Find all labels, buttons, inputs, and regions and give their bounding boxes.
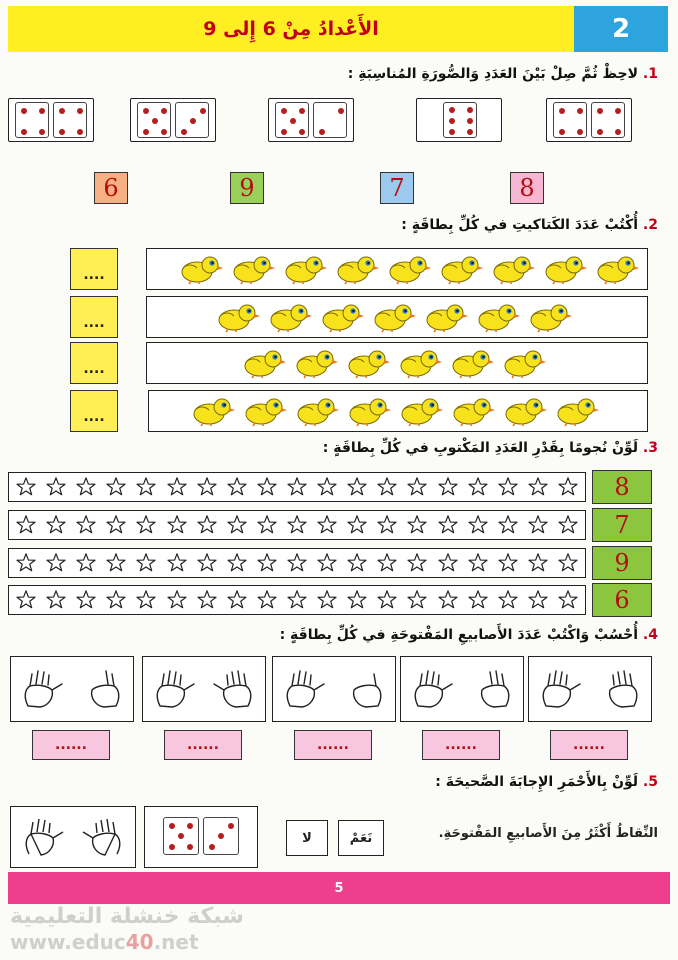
hands-card xyxy=(272,656,396,722)
star-icon[interactable] xyxy=(105,589,127,611)
star-icon[interactable] xyxy=(497,476,519,498)
star-icon[interactable] xyxy=(256,589,278,611)
ex2-text: أُكْتُبْ عَدَدَ الكَتاكيتِ في كُلِّ بِطاقَةٍ : xyxy=(401,217,639,233)
star-icon[interactable] xyxy=(226,476,248,498)
star-icon[interactable] xyxy=(286,476,308,498)
hand-icon xyxy=(464,668,516,710)
ex4-instruction xyxy=(280,627,658,643)
star-icon[interactable] xyxy=(256,552,278,574)
chick-icon xyxy=(448,347,494,379)
die-dot xyxy=(59,108,65,114)
die-dot xyxy=(338,108,344,114)
star-icon[interactable] xyxy=(226,589,248,611)
star-icon[interactable] xyxy=(467,476,489,498)
star-icon[interactable] xyxy=(45,589,67,611)
chick-icon xyxy=(345,395,391,427)
chick-icon xyxy=(241,395,287,427)
die-dot xyxy=(77,129,83,135)
die-dot xyxy=(161,129,167,135)
number-box-8[interactable]: 8 xyxy=(510,172,544,204)
die-dot xyxy=(299,129,305,135)
die xyxy=(443,102,477,138)
star-icon[interactable] xyxy=(166,476,188,498)
star-icon[interactable] xyxy=(105,552,127,574)
chick-icon xyxy=(189,395,235,427)
die-dot xyxy=(21,129,27,135)
answer-no-box[interactable]: لا xyxy=(286,820,328,856)
die-dot xyxy=(143,129,149,135)
star-icon[interactable] xyxy=(497,552,519,574)
fingers-answer-box[interactable]: ...... xyxy=(164,730,242,760)
star-icon[interactable] xyxy=(346,514,368,536)
chick-icon xyxy=(437,253,483,285)
number-box-9[interactable]: 9 xyxy=(230,172,264,204)
star-icon[interactable] xyxy=(406,552,428,574)
star-icon[interactable] xyxy=(346,589,368,611)
star-icon[interactable] xyxy=(75,552,97,574)
chick-icon xyxy=(541,253,587,285)
star-icon[interactable] xyxy=(316,552,338,574)
star-icon[interactable] xyxy=(376,589,398,611)
star-icon[interactable] xyxy=(406,589,428,611)
star-icon[interactable] xyxy=(15,589,37,611)
star-icon[interactable] xyxy=(75,476,97,498)
star-icon[interactable] xyxy=(497,514,519,536)
star-icon[interactable] xyxy=(527,589,549,611)
die xyxy=(275,102,309,138)
chick-icon xyxy=(293,395,339,427)
chick-icon xyxy=(396,347,442,379)
die xyxy=(591,102,625,138)
hands-card xyxy=(528,656,652,722)
number-card-6: 6 xyxy=(592,583,652,617)
die-dot xyxy=(181,129,187,135)
chick-icon xyxy=(526,301,572,333)
star-icon[interactable] xyxy=(135,476,157,498)
star-icon[interactable] xyxy=(45,514,67,536)
hand-icon xyxy=(536,668,588,710)
ex3-instruction xyxy=(323,440,658,456)
ex5-statement: النِّقاطُ أَكْثَرُ مِنَ الأَصابيعِ المَفْتوحَةِ. xyxy=(438,826,658,841)
star-row xyxy=(8,585,586,615)
ex2-number: 2. xyxy=(642,217,658,233)
answer-box[interactable]: .... xyxy=(70,342,118,384)
star-icon[interactable] xyxy=(75,514,97,536)
star-icon[interactable] xyxy=(196,514,218,536)
star-icon[interactable] xyxy=(316,589,338,611)
star-icon[interactable] xyxy=(557,514,579,536)
star-icon[interactable] xyxy=(286,589,308,611)
star-icon[interactable] xyxy=(135,552,157,574)
star-icon[interactable] xyxy=(166,514,188,536)
chick-icon xyxy=(593,253,639,285)
fingers-answer-box[interactable]: ...... xyxy=(550,730,628,760)
die-dot xyxy=(77,108,83,114)
die-dot xyxy=(615,129,621,135)
chick-icon xyxy=(318,301,364,333)
star-icon[interactable] xyxy=(527,476,549,498)
die-dot xyxy=(39,129,45,135)
chick-icon xyxy=(474,301,520,333)
star-icon[interactable] xyxy=(376,514,398,536)
die xyxy=(313,102,347,138)
die xyxy=(15,102,49,138)
star-icon[interactable] xyxy=(75,589,97,611)
answer-box[interactable]: .... xyxy=(70,248,118,290)
die-dot xyxy=(59,129,65,135)
chick-icon xyxy=(281,253,327,285)
chick-icon xyxy=(553,395,599,427)
hand-icon xyxy=(592,668,644,710)
star-icon[interactable] xyxy=(527,514,549,536)
page-number: 5 xyxy=(334,880,344,896)
chick-icon xyxy=(214,301,260,333)
die-dot xyxy=(39,108,45,114)
star-icon[interactable] xyxy=(226,514,248,536)
die-dot xyxy=(559,108,565,114)
chick-row xyxy=(146,342,648,384)
die-dot xyxy=(597,108,603,114)
chick-icon xyxy=(500,347,546,379)
chick-icon xyxy=(449,395,495,427)
footer-band xyxy=(8,872,670,904)
watermark-arabic: شبكة خنشلة التعليمية xyxy=(10,904,244,929)
star-row xyxy=(8,472,586,502)
star-icon[interactable] xyxy=(437,589,459,611)
ex3-number: 3. xyxy=(642,440,658,456)
hand-icon xyxy=(280,668,332,710)
fingers-answer-box[interactable]: ...... xyxy=(422,730,500,760)
die-dot xyxy=(21,108,27,114)
star-icon[interactable] xyxy=(286,514,308,536)
star-icon[interactable] xyxy=(256,476,278,498)
star-icon[interactable] xyxy=(406,514,428,536)
chick-icon xyxy=(344,347,390,379)
die-dot xyxy=(161,108,167,114)
number-card-9: 9 xyxy=(592,546,652,580)
star-icon[interactable] xyxy=(45,476,67,498)
die-dot xyxy=(467,107,473,113)
ex2-instruction xyxy=(401,217,658,233)
chick-icon xyxy=(370,301,416,333)
star-row xyxy=(8,548,586,578)
star-icon[interactable] xyxy=(196,552,218,574)
ex4-number: 4. xyxy=(642,627,658,643)
open-hand-icon xyxy=(19,816,71,858)
star-icon[interactable] xyxy=(256,514,278,536)
die xyxy=(175,102,209,138)
star-icon[interactable] xyxy=(135,589,157,611)
star-icon[interactable] xyxy=(196,589,218,611)
star-icon[interactable] xyxy=(166,589,188,611)
chick-row xyxy=(146,296,648,338)
ex5-instruction xyxy=(435,774,658,790)
star-icon[interactable] xyxy=(467,514,489,536)
star-icon[interactable] xyxy=(406,476,428,498)
star-icon[interactable] xyxy=(467,552,489,574)
chick-row xyxy=(146,248,648,290)
star-icon[interactable] xyxy=(437,514,459,536)
star-icon[interactable] xyxy=(497,589,519,611)
chick-icon xyxy=(266,301,312,333)
number-card-8: 8 xyxy=(592,470,652,504)
ex5-number: 5. xyxy=(642,774,658,790)
watermark-url: www.educ40.net xyxy=(10,930,199,954)
star-icon[interactable] xyxy=(45,552,67,574)
star-icon[interactable] xyxy=(527,552,549,574)
die-dot xyxy=(577,129,583,135)
star-icon[interactable] xyxy=(15,476,37,498)
die-dot xyxy=(143,108,149,114)
die-dot xyxy=(299,108,305,114)
star-icon[interactable] xyxy=(286,552,308,574)
die-dot xyxy=(290,118,296,124)
die-left xyxy=(163,817,199,855)
die-dot xyxy=(597,129,603,135)
star-icon[interactable] xyxy=(15,514,37,536)
star-icon[interactable] xyxy=(196,476,218,498)
die xyxy=(137,102,171,138)
die-dot xyxy=(281,108,287,114)
dice-card-4-4b xyxy=(546,98,632,142)
die-dot xyxy=(467,129,473,135)
star-icon[interactable] xyxy=(346,476,368,498)
fingers-answer-box[interactable]: ...... xyxy=(32,730,110,760)
chick-icon xyxy=(385,253,431,285)
die-dot xyxy=(467,118,473,124)
star-icon[interactable] xyxy=(166,552,188,574)
die xyxy=(53,102,87,138)
star-icon[interactable] xyxy=(467,589,489,611)
die-dot xyxy=(190,118,196,124)
ex5-hands-card xyxy=(10,806,136,868)
star-icon[interactable] xyxy=(437,476,459,498)
fingers-answer-box[interactable]: ...... xyxy=(294,730,372,760)
hands-card xyxy=(10,656,134,722)
die-dot xyxy=(449,129,455,135)
number-box-7[interactable]: 7 xyxy=(380,172,414,204)
dice-card-6 xyxy=(416,98,502,142)
die-dot xyxy=(449,118,455,124)
dice-card-5-2 xyxy=(268,98,354,142)
ex5-text: لَوِّنْ بِالأَحْمَرِ الإِجابَةَ الصَّحيحَةَ : xyxy=(435,774,639,790)
chick-icon xyxy=(240,347,286,379)
star-icon[interactable] xyxy=(226,552,248,574)
die-dot xyxy=(559,129,565,135)
star-icon[interactable] xyxy=(376,552,398,574)
star-icon[interactable] xyxy=(15,552,37,574)
die-dot xyxy=(152,118,158,124)
ex3-text: لَوِّنْ نُجومًا بِقَدْرِ العَدَدِ المَكْتوبِ في كُلِّ بِطاقَةٍ : xyxy=(322,440,639,456)
star-row xyxy=(8,510,586,540)
die-dot xyxy=(319,129,325,135)
star-icon[interactable] xyxy=(135,514,157,536)
die xyxy=(553,102,587,138)
die-dot xyxy=(200,108,206,114)
dice-card-4-4 xyxy=(8,98,94,142)
answer-box[interactable]: .... xyxy=(70,390,118,432)
chick-icon xyxy=(229,253,275,285)
star-icon[interactable] xyxy=(316,476,338,498)
dice-card-5-3 xyxy=(130,98,216,142)
die-dot xyxy=(615,108,621,114)
hand-icon xyxy=(74,668,126,710)
star-icon[interactable] xyxy=(376,476,398,498)
hand-icon xyxy=(408,668,460,710)
chick-icon xyxy=(177,253,223,285)
chick-icon xyxy=(422,301,468,333)
star-icon[interactable] xyxy=(557,552,579,574)
ex1-instruction xyxy=(348,66,658,82)
star-icon[interactable] xyxy=(346,552,368,574)
number-box-6[interactable]: 6 xyxy=(94,172,128,204)
star-icon[interactable] xyxy=(316,514,338,536)
number-card-7: 7 xyxy=(592,508,652,542)
die-dot xyxy=(449,107,455,113)
die-right xyxy=(203,817,239,855)
chick-icon xyxy=(501,395,547,427)
answer-box[interactable]: .... xyxy=(70,296,118,338)
page-title: الأَعْدادُ مِنْ 6 إِلى 9 xyxy=(203,18,379,40)
star-icon[interactable] xyxy=(437,552,459,574)
ex1-number: 1. xyxy=(642,66,658,82)
star-icon[interactable] xyxy=(105,476,127,498)
die-dot xyxy=(281,129,287,135)
chick-icon xyxy=(489,253,535,285)
answer-yes-box[interactable]: نَعَمْ xyxy=(338,820,384,856)
ex4-text: أُحْسُبْ وَاكْتُبْ عَدَدَ الأَصابيعِ المَفْتوحَةِ في كُلِّ بِطاقَةٍ : xyxy=(279,627,639,643)
star-icon[interactable] xyxy=(105,514,127,536)
open-hand-icon xyxy=(75,816,127,858)
chick-icon xyxy=(292,347,338,379)
hands-card xyxy=(142,656,266,722)
ex5-dice-card xyxy=(144,806,258,868)
chick-row xyxy=(148,390,648,432)
die-dot xyxy=(577,108,583,114)
chick-icon xyxy=(333,253,379,285)
ex1-text: لاحِظْ ثُمَّ صِلْ بَيْنَ العَدَدِ وَالصُّورَةِ المُناسِبَةِ : xyxy=(347,66,639,82)
hand-icon xyxy=(336,668,388,710)
chick-icon xyxy=(397,395,443,427)
lesson-number: 2 xyxy=(574,6,668,52)
hand-icon xyxy=(150,668,202,710)
star-icon[interactable] xyxy=(557,476,579,498)
hand-icon xyxy=(18,668,70,710)
hand-icon xyxy=(206,668,258,710)
star-icon[interactable] xyxy=(557,589,579,611)
hands-card xyxy=(400,656,524,722)
